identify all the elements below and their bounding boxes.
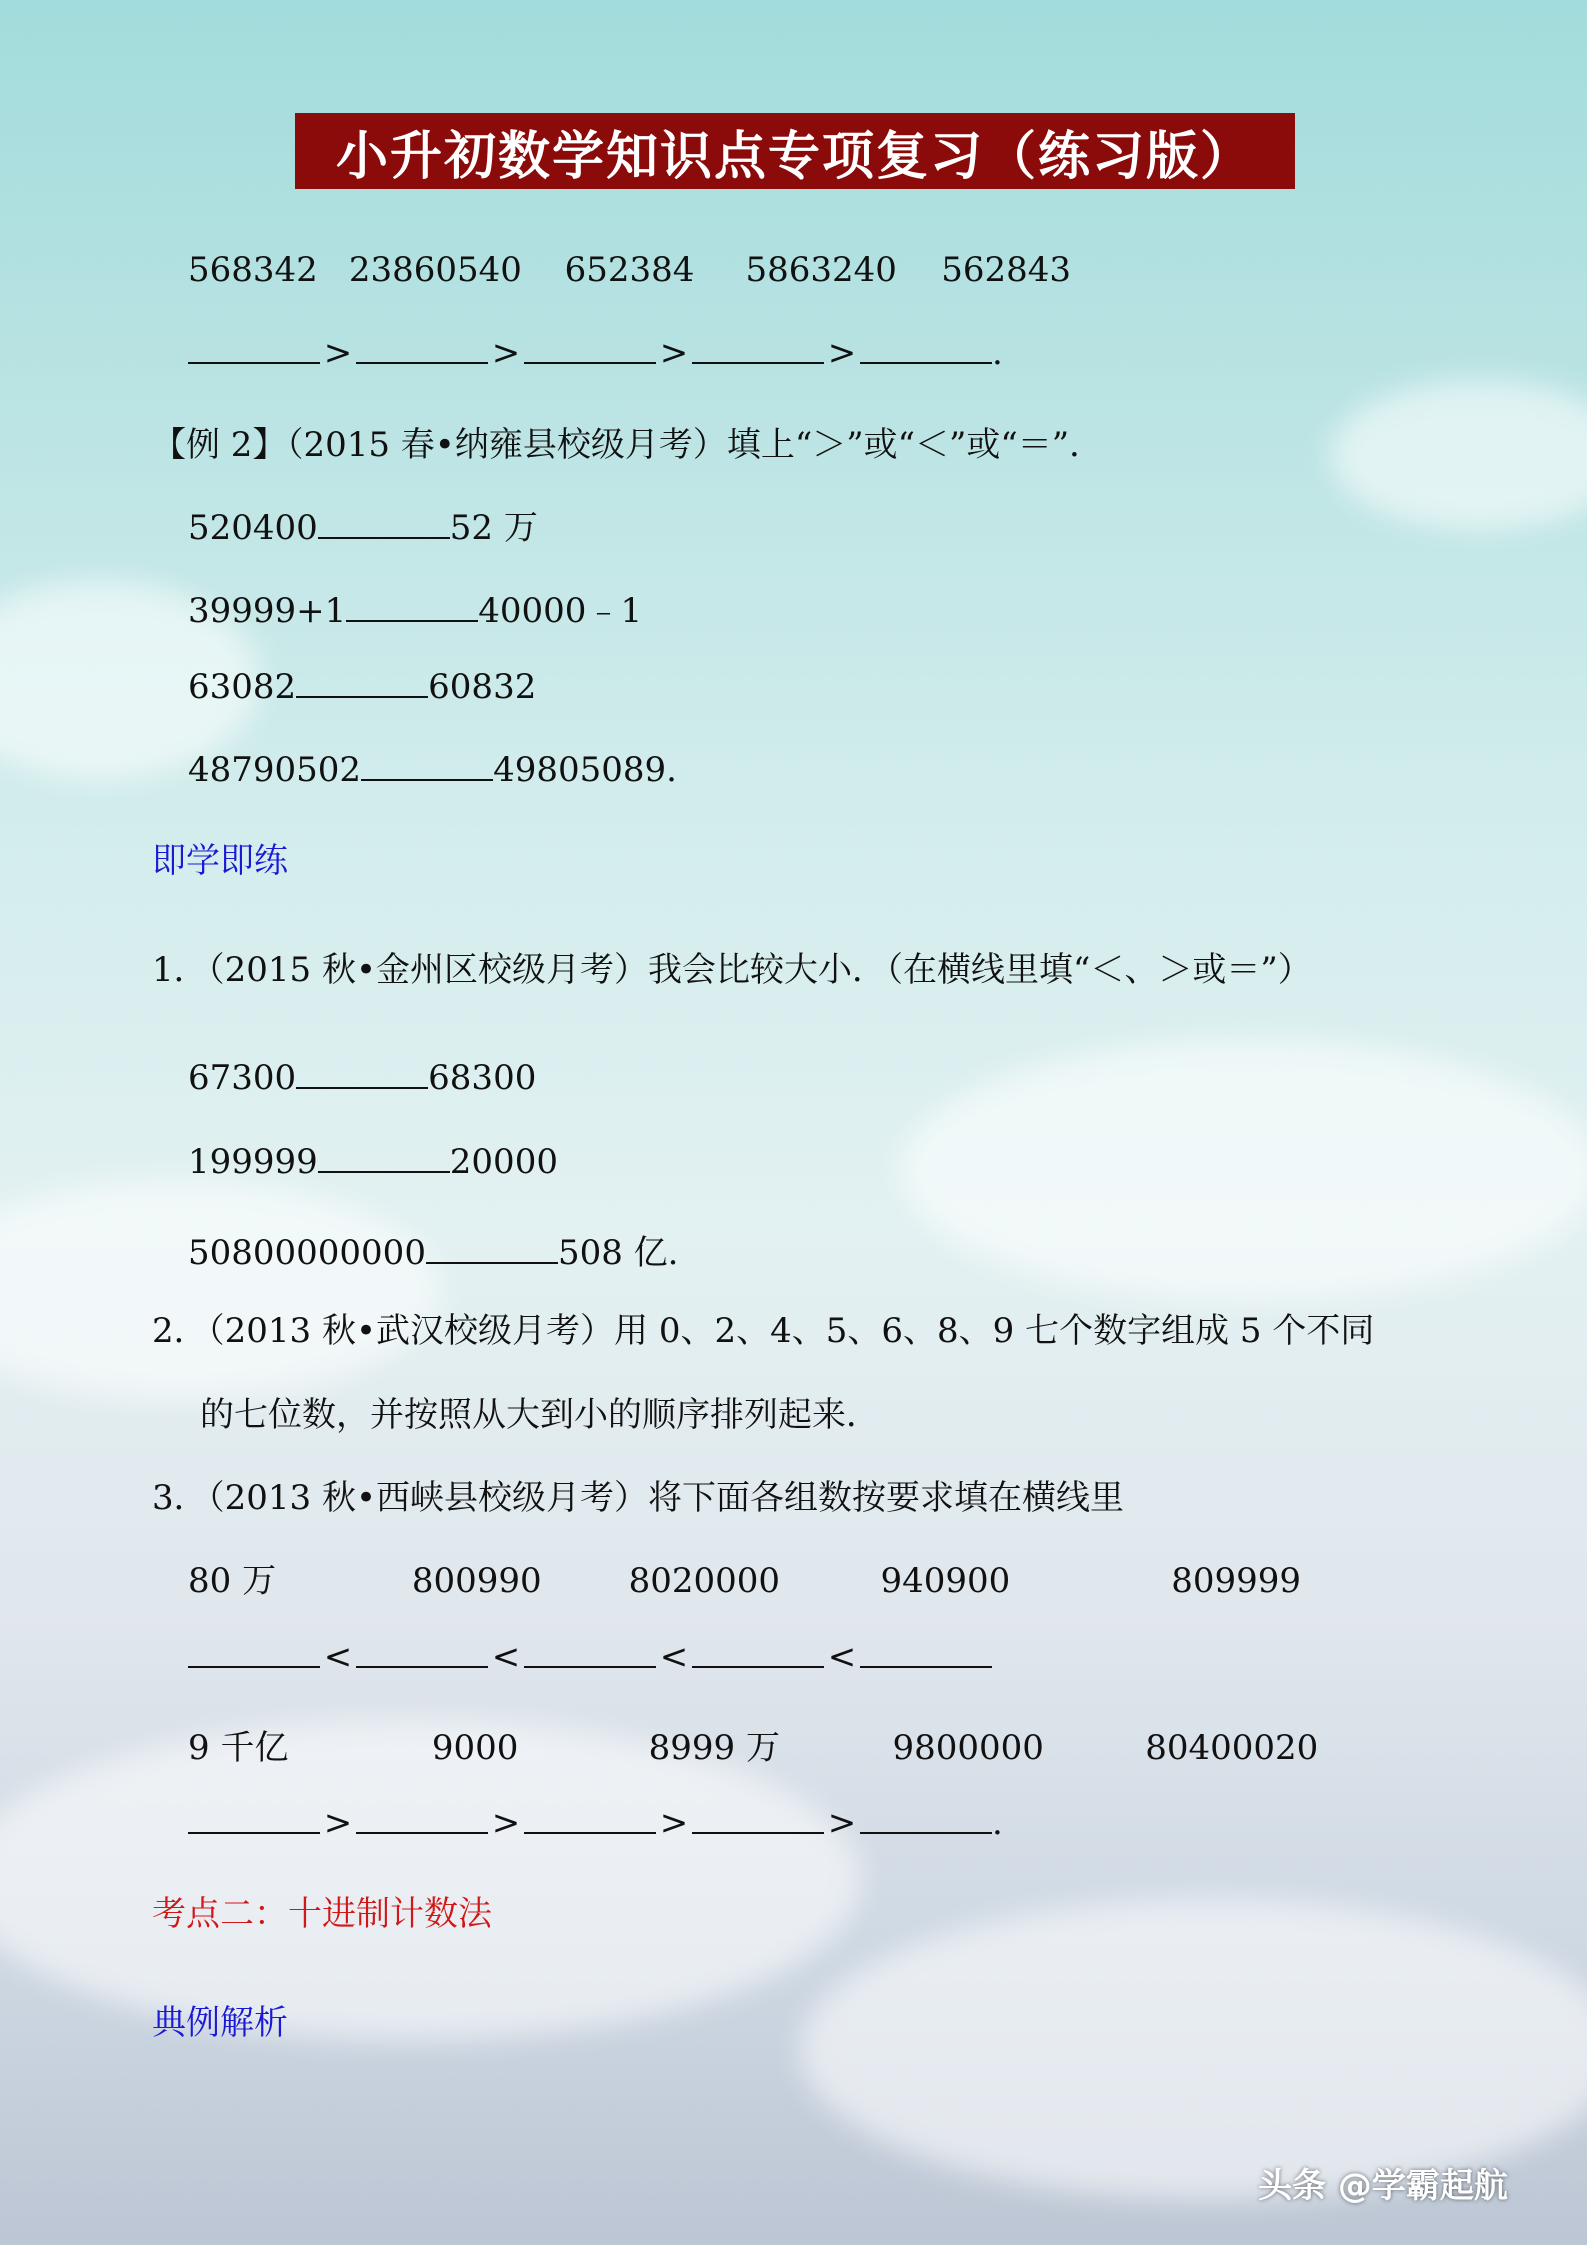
number-value: 652384: [564, 250, 695, 290]
number-value: 9800000: [892, 1728, 1044, 1768]
page-title: 小升初数学知识点专项复习（练习版）: [295, 113, 1295, 189]
question-3: [152, 1470, 1124, 1519]
number-value: 9000: [431, 1728, 519, 1768]
compare-item: [188, 1142, 558, 1182]
comparison-sign: >: [827, 333, 857, 373]
number-value: 8020000: [628, 1561, 781, 1601]
comparison-sign: >: [659, 1803, 689, 1843]
end-punctuation: .: [992, 1803, 1003, 1843]
compare-left: 520400: [188, 508, 318, 548]
number-value: 940900: [880, 1561, 1011, 1601]
question-text: （2015 秋•金州区校级月考）我会比较大小．（在横线里填“＜、＞或＝”）: [207, 950, 1312, 990]
compare-left: 67300: [188, 1058, 297, 1098]
answer-blank[interactable]: [860, 1638, 992, 1668]
comparison-sign: >: [491, 333, 521, 373]
compare-item: [188, 500, 538, 549]
compare-item: [188, 667, 536, 707]
answer-blank[interactable]: [860, 1804, 992, 1834]
compare-item: [188, 1225, 678, 1274]
question-number: 2．: [152, 1311, 208, 1351]
number-value: 80 万: [188, 1561, 277, 1601]
number-value: 23860540: [348, 250, 522, 290]
answer-blank[interactable]: [692, 334, 824, 364]
number-value: 8999 万: [648, 1728, 780, 1768]
answer-blank[interactable]: [188, 1638, 320, 1668]
number-value: 80400020: [1145, 1728, 1319, 1768]
compare-right: 40000﹣1: [478, 591, 643, 631]
compare-item: [188, 583, 642, 632]
ordering-blanks: [188, 333, 1003, 373]
answer-blank[interactable]: [346, 592, 478, 622]
example-2-header: [152, 417, 1103, 466]
number-value: 568342: [188, 250, 318, 290]
number-row: [188, 250, 1071, 290]
comparison-sign: >: [491, 1803, 521, 1843]
compare-right: 20000: [449, 1142, 558, 1182]
number-value: 562843: [941, 250, 1072, 290]
comparison-sign: <: [323, 1637, 353, 1677]
number-row: [188, 1553, 1301, 1602]
answer-blank[interactable]: [188, 334, 320, 364]
comparison-sign: >: [323, 1803, 353, 1843]
question-2: [152, 1303, 1374, 1352]
practice-heading: 即学即练: [152, 841, 288, 881]
answer-blank[interactable]: [524, 1804, 656, 1834]
ordering-blanks: [188, 1637, 992, 1677]
question-2-continued: 的七位数，并按照从大到小的顺序排列起来．: [200, 1395, 880, 1435]
compare-left: 48790502: [188, 750, 362, 790]
question-1: [152, 942, 1312, 991]
compare-left: 199999: [188, 1142, 318, 1182]
ordering-blanks: [188, 1803, 1003, 1843]
number-value: 9 千亿: [188, 1728, 289, 1768]
answer-blank[interactable]: [296, 1059, 428, 1089]
number-value: 5863240: [745, 250, 897, 290]
compare-left: 50800000000: [188, 1233, 426, 1273]
compare-right: 60832: [428, 667, 537, 707]
compare-right: 508 亿.: [557, 1233, 679, 1273]
compare-left: 39999+1: [188, 591, 347, 631]
examples-heading: 典例解析: [152, 2003, 288, 2043]
answer-blank[interactable]: [692, 1638, 824, 1668]
compare-right: 68300: [428, 1058, 537, 1098]
comparison-sign: <: [491, 1637, 521, 1677]
comparison-sign: <: [827, 1637, 857, 1677]
comparison-sign: <: [659, 1637, 689, 1677]
answer-blank[interactable]: [356, 1638, 488, 1668]
section-heading: 考点二：十进制计数法: [152, 1894, 492, 1934]
question-text: （2013 秋•武汉校级月考）用 0、2、4、5、6、8、9 七个数字组成 5 个不同: [207, 1311, 1375, 1351]
compare-right: 49805089.: [493, 750, 677, 790]
compare-left: 63082: [188, 667, 297, 707]
compare-item: [188, 750, 677, 790]
answer-blank[interactable]: [524, 1638, 656, 1668]
answer-blank[interactable]: [524, 334, 656, 364]
answer-blank[interactable]: [318, 1143, 450, 1173]
comparison-sign: >: [659, 333, 689, 373]
example-label: 【例 2】: [152, 425, 287, 465]
end-punctuation: .: [992, 333, 1003, 373]
watermark: 头条 @学霸起航: [1258, 2166, 1508, 2206]
answer-blank[interactable]: [296, 668, 428, 698]
number-value: 800990: [411, 1561, 542, 1601]
question-number: 1．: [152, 950, 208, 990]
answer-blank[interactable]: [356, 1804, 488, 1834]
comparison-sign: >: [323, 333, 353, 373]
answer-blank[interactable]: [188, 1804, 320, 1834]
answer-blank[interactable]: [318, 509, 450, 539]
compare-right: 52 万: [449, 508, 538, 548]
number-row: [188, 1720, 1318, 1769]
answer-blank[interactable]: [426, 1234, 558, 1264]
answer-blank[interactable]: [361, 751, 493, 781]
answer-blank[interactable]: [860, 334, 992, 364]
compare-item: [188, 1058, 536, 1098]
comparison-sign: >: [827, 1803, 857, 1843]
question-text: （2013 秋•西峡县校级月考）将下面各组数按要求填在横线里: [207, 1478, 1125, 1518]
question-number: 3．: [152, 1478, 208, 1518]
number-value: 809999: [1171, 1561, 1302, 1601]
example-text: （2015 春•纳雍县校级月考）填上“＞”或“＜”或“＝”．: [286, 425, 1104, 465]
answer-blank[interactable]: [356, 334, 488, 364]
answer-blank[interactable]: [692, 1804, 824, 1834]
